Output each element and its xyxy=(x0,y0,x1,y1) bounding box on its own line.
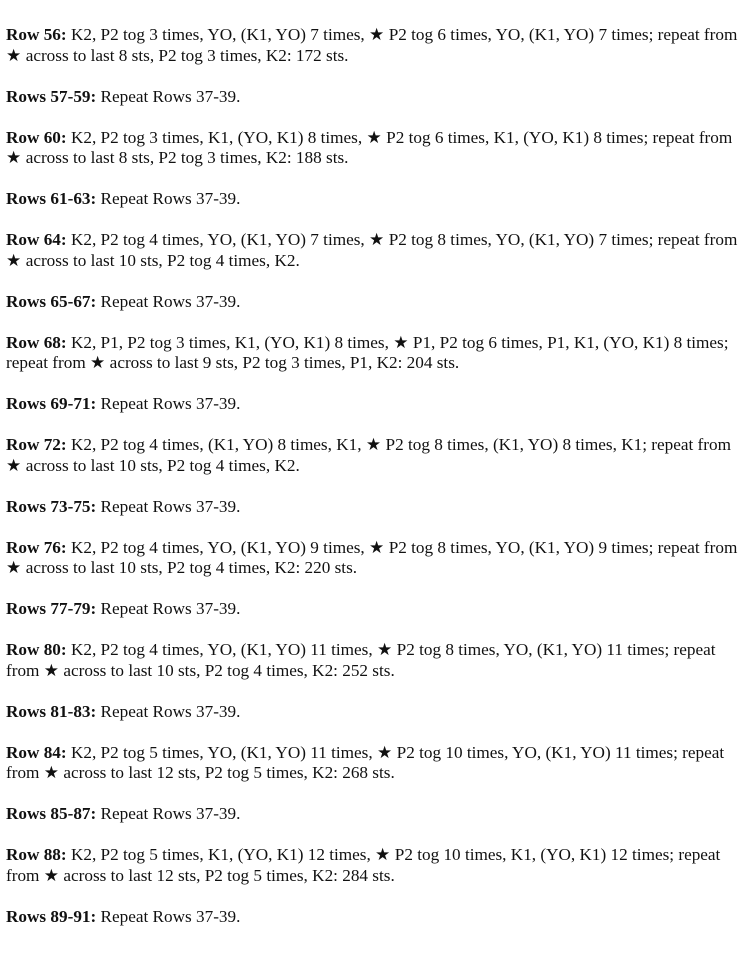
row-text: K2, P2 tog 4 times, YO, (K1, YO) 9 times, ★ P2 tog 8 times, YO, (K1, YO) 9 times; repeat from ★ across to last 10 sts, P2 tog 4 times, K2: 220 sts. xyxy=(6,537,738,577)
rows-57-59-instruction xyxy=(6,87,744,108)
rows-65-67-instruction xyxy=(6,292,744,313)
row-text: Repeat Rows 37-39. xyxy=(96,701,241,721)
row-label: Row 88: xyxy=(6,845,67,864)
rows-85-87-instruction xyxy=(6,804,744,825)
row-label: Row 76: xyxy=(6,537,67,557)
row-80-instruction xyxy=(6,640,744,681)
row-text: K2, P2 tog 5 times, YO, (K1, YO) 11 times, ★ P2 tog 10 times, YO, (K1, YO) 11 times; repeat from ★ across to last 12 sts, P2 tog 5 times, K2: 268 sts. xyxy=(6,742,725,782)
row-label: Row 64: xyxy=(6,230,67,249)
pattern-document xyxy=(6,25,744,927)
row-label: Rows 89-91: xyxy=(6,906,97,926)
rows-89-91-instruction xyxy=(6,907,744,928)
row-text: K2, P2 tog 4 times, YO, (K1, YO) 7 times, ★ P2 tog 8 times, YO, (K1, YO) 7 times; repeat from ★ across to last 10 sts, P2 tog 4 times, K2. xyxy=(6,230,738,270)
row-text: Repeat Rows 37-39. xyxy=(96,86,241,106)
row-68-instruction xyxy=(6,333,744,374)
row-text: Repeat Rows 37-39. xyxy=(96,291,241,311)
rows-77-79-instruction xyxy=(6,599,744,620)
row-text: K2, P2 tog 3 times, K1, (YO, K1) 8 times, ★ P2 tog 6 times, K1, (YO, K1) 8 times; repeat from ★ across to last 8 sts, P2 tog 3 times, K2: 188 sts. xyxy=(6,127,733,167)
row-label: Rows 85-87: xyxy=(6,804,97,823)
row-label: Row 72: xyxy=(6,435,67,454)
row-76-instruction xyxy=(6,538,744,579)
row-label: Rows 57-59: xyxy=(6,86,97,106)
row-label: Rows 81-83: xyxy=(6,701,97,721)
row-label: Rows 61-63: xyxy=(6,189,97,208)
row-text: K2, P1, P2 tog 3 times, K1, (YO, K1) 8 times, ★ P1, P2 tog 6 times, P1, K1, (YO, K1) 8 times; repeat from ★ across to last 9 sts, P2 tog 3 times, P1, K2: 204 sts. xyxy=(6,332,729,372)
row-label: Rows 73-75: xyxy=(6,496,97,516)
row-text: Repeat Rows 37-39. xyxy=(96,804,241,823)
row-60-instruction xyxy=(6,128,744,169)
row-56-instruction xyxy=(6,25,744,66)
rows-81-83-instruction xyxy=(6,702,744,723)
rows-61-63-instruction xyxy=(6,189,744,210)
row-text: Repeat Rows 37-39. xyxy=(96,906,241,926)
row-label: Row 60: xyxy=(6,127,67,147)
row-label: Rows 69-71: xyxy=(6,394,97,413)
rows-69-71-instruction xyxy=(6,394,744,415)
row-text: K2, P2 tog 4 times, (K1, YO) 8 times, K1, ★ P2 tog 8 times, (K1, YO) 8 times, K1; repeat from ★ across to last 10 sts, P2 tog 4 times, K2. xyxy=(6,435,731,475)
row-text: K2, P2 tog 5 times, K1, (YO, K1) 12 times, ★ P2 tog 10 times, K1, (YO, K1) 12 times; repeat from ★ across to last 12 sts, P2 tog 5 times, K2: 284 sts. xyxy=(6,845,721,885)
row-label: Row 68: xyxy=(6,332,67,352)
row-label: Row 84: xyxy=(6,742,67,762)
row-72-instruction xyxy=(6,435,744,476)
row-text: Repeat Rows 37-39. xyxy=(96,394,241,413)
row-88-instruction xyxy=(6,845,744,886)
row-text: Repeat Rows 37-39. xyxy=(96,189,241,208)
rows-73-75-instruction xyxy=(6,497,744,518)
row-label: Rows 77-79: xyxy=(6,599,97,618)
row-84-instruction xyxy=(6,743,744,784)
row-text: K2, P2 tog 4 times, YO, (K1, YO) 11 times, ★ P2 tog 8 times, YO, (K1, YO) 11 times; repeat from ★ across to last 10 sts, P2 tog 4 times, K2: 252 sts. xyxy=(6,640,716,680)
row-label: Row 56: xyxy=(6,25,67,44)
row-label: Rows 65-67: xyxy=(6,291,97,311)
row-64-instruction xyxy=(6,230,744,271)
row-label: Row 80: xyxy=(6,640,67,659)
row-text: Repeat Rows 37-39. xyxy=(96,496,241,516)
row-text: Repeat Rows 37-39. xyxy=(96,599,241,618)
row-text: K2, P2 tog 3 times, YO, (K1, YO) 7 times, ★ P2 tog 6 times, YO, (K1, YO) 7 times; repeat from ★ across to last 8 sts, P2 tog 3 times, K2: 172 sts. xyxy=(6,25,738,65)
